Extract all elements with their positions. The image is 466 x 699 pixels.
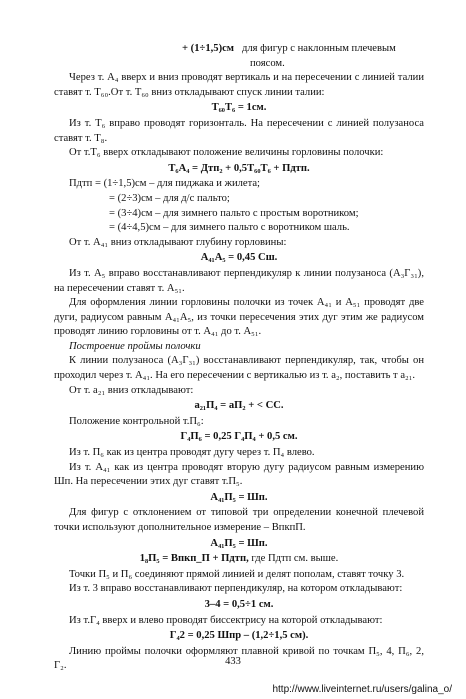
top-line-1-text: для фигур с наклонным плечевым xyxy=(241,43,396,54)
paragraph-7: К линии полузаноса (А₃Г₃₁) восстанавливают перпендикуляр, так, чтобы он проходил через т. А₄₁. На его пересечении с вертикалью из т. а₂, поставить т а₂₁. xyxy=(54,355,424,382)
allowance-item-3: = (3÷4)см – для зимнего пальто с простым воротником; xyxy=(109,207,359,219)
paragraph-13: Точки П₅ и П₆ соединяют прямой линией и делят пополам, ставят точку 3. xyxy=(69,568,405,580)
footer-url[interactable]: http://www.liveinternet.ru/users/galina_o/ xyxy=(272,684,452,695)
page-body xyxy=(54,42,424,674)
formula-9: 3–4 = 0,5÷1 см. xyxy=(204,598,274,610)
allowance-item-2: = (2÷3)см – для д/с пальто; xyxy=(109,192,230,204)
paragraph-2: Из т. Т₆ вправо проводят горизонталь. На пересечении с линией полузаноса ставят т. Т₈. xyxy=(54,117,424,144)
paragraph-12: Для фигур с отклонением от типовой три определении конечной плечевой точки используют дополнительное измерение – ВпкпП. xyxy=(54,507,424,533)
paragraph-15: Из т.Г₄ вверх и влево проводят биссектрису на которой откладывают: xyxy=(69,614,383,626)
formula-8 xyxy=(54,552,424,567)
allowance-item-4: = (4÷4,5)см – для зимнего пальто с воротником шаль. xyxy=(109,222,350,234)
paragraph-4: От т. А₄₁ вниз откладывают глубину горловины: xyxy=(69,236,287,248)
top-line-1 xyxy=(182,42,424,57)
page-number: 433 xyxy=(225,656,241,667)
paragraph-10: Из т. П₆ как из центра проводят дугу через т. П₄ влево. xyxy=(69,447,315,459)
section-heading: Построение проймы полочки xyxy=(69,340,201,352)
paragraph-6: Для оформления линии горловины полочки из точек А₄₁ и А₅₁ проводят две дуги, радиусом равным А₄₁А₅, из точки пересечения этих дуг этим же радиусом проводят линию горловины от т. А₄₁ до т. А₅₁. xyxy=(54,297,424,338)
formula-5: Г₄П₆ = 0,25 Г₄П₄ + 0,5 см. xyxy=(180,431,298,443)
paragraph-14: Из т. 3 вправо восстанавливают перпендикуляр, на котором откладывают: xyxy=(69,583,403,595)
formula-3: А₄₁А₅ = 0,45 Сш. xyxy=(200,252,278,264)
formula-1: Т₆₀Т₆ = 1см. xyxy=(211,102,267,114)
paragraph-16: Линию проймы полочки оформляют плавной кривой по точкам П₅, 4, П₆, 2, Г₂. xyxy=(54,645,424,672)
formula-7: А₄₁П₅ = Шп. xyxy=(210,537,268,549)
formula-6: А₄₁П₅ = Шп. xyxy=(210,491,268,503)
paragraph-11: Из т. А₄₁ как из центра проводят вторую дугу радиусом равным измерению Шп. На пересечении этих дуг ставят т.П₅. xyxy=(54,461,424,488)
formula-4: а₂₁П₄ = аП₂ + < СС. xyxy=(194,400,284,412)
formula-top: + (1÷1,5)см xyxy=(182,43,235,54)
paragraph-5: Из т. А₅ вправо восстанавливают перпендикуляр к линии полузаноса (А₃Г₃₁), на пересечении ставят т. А₅₁. xyxy=(54,267,424,294)
formula-8-note: где Пдтп см. выше. xyxy=(251,553,339,565)
paragraph-8: От т. а₂₁ вниз откладывают: xyxy=(69,384,194,396)
allowance-list xyxy=(54,177,424,235)
paragraph-1: Через т. А₄ вверх и вниз проводят вертикаль и на пересечении с линией талии ставят т. Т₆₀.От т. Т₆₀ вниз откладывают спуск линии талии: xyxy=(54,72,424,98)
top-line-2: поясом. xyxy=(250,57,285,69)
paragraph-9: Положение контрольной т.П₆: xyxy=(69,415,204,427)
formula-2: Т₆А₄ = Дтп₂ + 0,5Т₆₀Т₆ + Пдтп. xyxy=(168,162,310,174)
formula-8-main: 1₈П₅ = Впкп_П + Пдтп, xyxy=(139,553,249,565)
formula-10: Г₄2 = 0,25 Шпр – (1,2÷1,5 см). xyxy=(169,630,309,642)
paragraph-3: От т.Т₆ вверх откладывают положение величины горловины полочки: xyxy=(69,147,384,159)
allowance-item-1: Пдтп = (1÷1,5)см – для пиджака и жилета; xyxy=(69,178,261,190)
